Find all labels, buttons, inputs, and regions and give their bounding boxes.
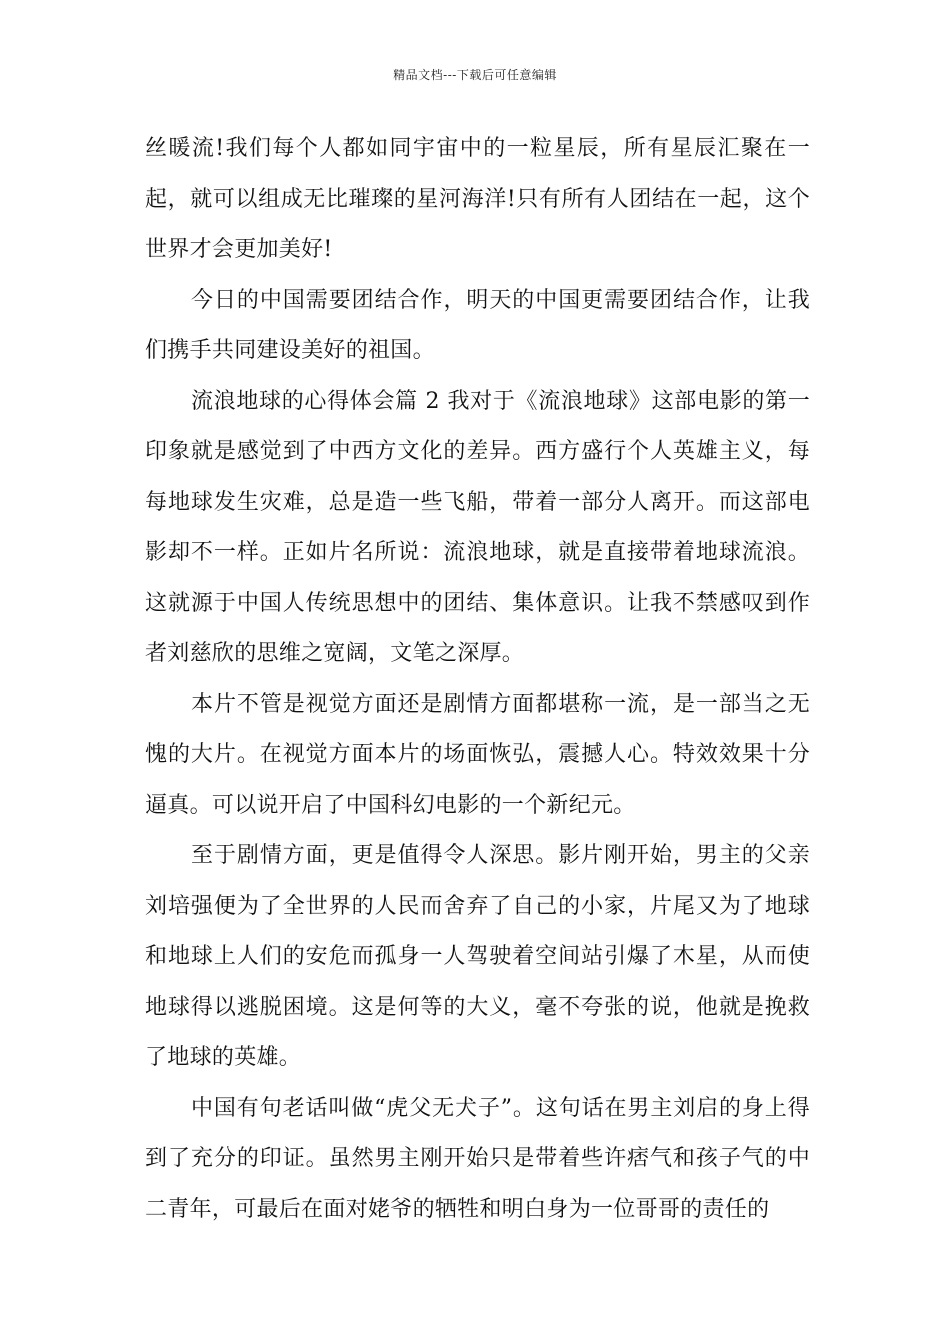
paragraph-5: 至于剧情方面，更是值得令人深思。影片刚开始，男主的父亲刘培强便为了全世界的人民而舍弃了自己的小家，片尾又为了地球和地球上人们的安危而孤身一人驾驶着空间站引爆了木星，从而使地球得以逃脱困境。这是何等的大义，毫不夸张的说，他就是挽救了地球的英雄。 <box>145 843 810 1070</box>
paragraph-4: 本片不管是视觉方面还是剧情方面都堪称一流，是一部当之无愧的大片。在视觉方面本片的场面恢弘，震撼人心。特效效果十分逼真。可以说开启了中国科幻电影的一个新纪元。 <box>145 691 810 818</box>
paragraph-3: 流浪地球的心得体会篇 2 我对于《流浪地球》这部电影的第一印象就是感觉到了中西方文化的差异。西方盛行个人英雄主义，每每地球发生灾难，总是造一些飞船，带着一部分人离开。而这部电影却不一样。正如片名所说：流浪地球，就是直接带着地球流浪。这就源于中国人传统思想中的团结、集体意识。让我不禁感叹到作者刘慈欣的思维之宽阔，文笔之深厚。 <box>145 388 810 666</box>
paragraph-1: 丝暖流!我们每个人都如同宇宙中的一粒星辰，所有星辰汇聚在一起，就可以组成无比璀璨的星河海洋!只有所有人团结在一起，这个世界才会更加美好! <box>145 136 810 262</box>
page-header: 精品文档---下载后可任意编辑 <box>393 68 557 82</box>
document-body <box>145 124 810 1235</box>
paragraph-6: 中国有句老话叫做“虎父无犬子”。这句话在男主刘启的身上得到了充分的印证。虽然男主刚开始只是带着些许痞气和孩子气的中二青年，可最后在面对姥爷的牺牲和明白身为一位哥哥的责任的 <box>145 1095 810 1222</box>
paragraph-2: 今日的中国需要团结合作，明天的中国更需要团结合作，让我们携手共同建设美好的祖国。 <box>145 287 810 363</box>
